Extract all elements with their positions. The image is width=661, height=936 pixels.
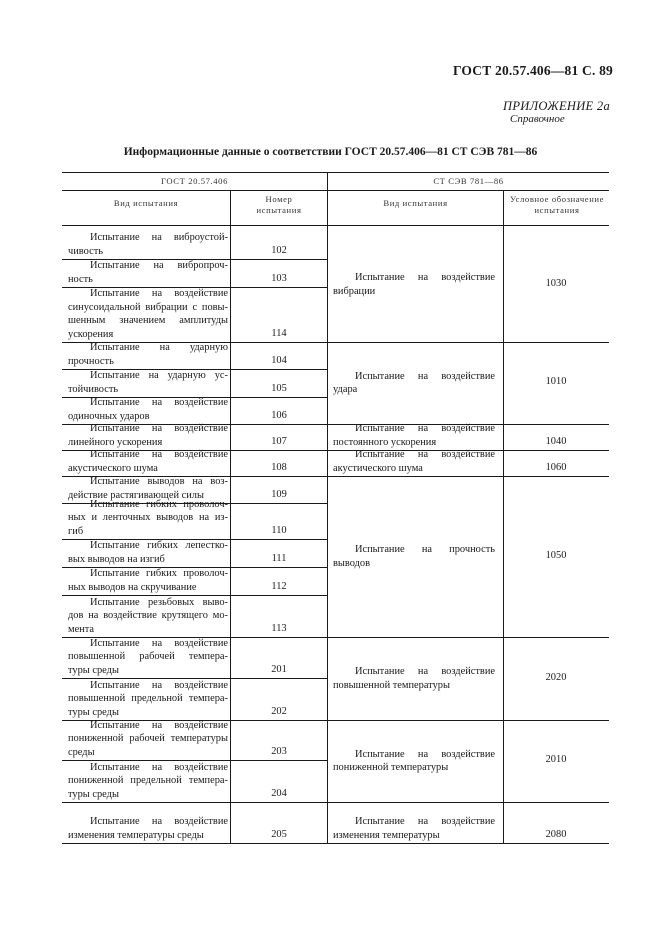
group-rule	[327, 637, 609, 638]
gost-test-line: Испытание на воздействие	[90, 288, 228, 299]
column-header-test-number: Номер испытания	[256, 194, 302, 215]
sev-test-line: выводов	[333, 557, 371, 569]
gost-test-cell	[68, 498, 228, 539]
gost-test-line: чивость	[68, 245, 103, 257]
gost-test-line: гиб	[68, 525, 84, 537]
table-top-rule	[62, 172, 609, 173]
test-number: 205	[271, 829, 287, 840]
sev-test-line: удара	[333, 384, 358, 395]
test-number: 105	[271, 383, 287, 394]
group-rule	[327, 342, 609, 343]
column-rule-2	[327, 172, 328, 844]
sev-test-cell	[333, 422, 495, 449]
sev-test-line: Испытание на воздействие	[355, 748, 495, 760]
gost-test-line: дов на воздействие крутящего мо-	[68, 610, 228, 621]
gost-test-cell	[68, 369, 228, 396]
test-number: 102	[271, 245, 287, 256]
gost-test-line: Испытание на воздействие	[90, 449, 228, 460]
gost-test-line: Испытание на виброустой-	[90, 232, 228, 243]
gost-test-line: Испытание выводов на воз-	[90, 476, 228, 487]
sev-code: 1060	[545, 462, 567, 473]
sev-test-line: Испытание на воздействие	[355, 370, 495, 382]
test-number: 204	[271, 788, 287, 799]
gost-test-cell	[68, 719, 228, 760]
gost-test-line: туры среды	[68, 664, 119, 676]
appendix-type: Справочное	[510, 113, 565, 125]
gost-test-cell	[68, 448, 228, 475]
column-header-test-type: Вид испытания	[113, 198, 179, 208]
gost-test-cell	[68, 679, 228, 720]
sev-code: 1050	[545, 549, 567, 561]
sev-test-line: Испытание на воздействие	[355, 666, 495, 677]
gost-test-line: Испытание на воздействие	[90, 761, 228, 773]
gost-test-line: синусоидальной вибрации с повы-	[68, 301, 228, 313]
gost-test-line: ность	[68, 273, 93, 285]
row-rule	[62, 802, 327, 803]
test-number: 103	[271, 273, 287, 284]
gost-test-line: прочность	[68, 355, 114, 367]
gost-test-line: изменения температуры среды	[68, 829, 204, 841]
gost-test-cell	[68, 259, 228, 286]
column-rule-1	[230, 190, 231, 844]
gost-test-cell	[68, 761, 228, 802]
gost-test-line: ных выводов на скручивание	[68, 581, 197, 593]
gost-test-cell	[68, 231, 228, 258]
gost-test-line: Испытание на воздействие	[90, 719, 228, 731]
page-reference: ГОСТ 20.57.406—81 С. 89	[452, 63, 613, 78]
gost-test-line: повышенной рабочей темпера-	[68, 651, 228, 662]
test-number: 113	[271, 623, 287, 634]
sev-test-line: изменения температуры	[333, 829, 440, 841]
sev-test-line: Испытание на прочность	[355, 544, 495, 555]
gost-test-line: пониженной рабочей температуры	[68, 733, 228, 744]
header-split-rule	[62, 190, 609, 191]
gost-test-line: Испытание на воздействие	[90, 397, 228, 408]
gost-test-cell	[68, 567, 228, 594]
gost-test-line: Испытание на ударную ус-	[90, 370, 228, 381]
gost-test-line: пониженной предельной темпера-	[68, 775, 228, 786]
group-header-sev: СТ СЭВ 781—86	[433, 176, 504, 186]
gost-test-cell	[68, 341, 228, 368]
gost-test-cell	[68, 287, 228, 341]
sev-test-line: Испытание на воздействие	[355, 272, 495, 283]
gost-test-line: повышенной предельной темпера-	[68, 693, 228, 704]
test-number: 107	[271, 436, 287, 447]
test-number: 104	[271, 355, 287, 366]
sev-code: 2010	[545, 754, 567, 765]
gost-test-cell	[68, 637, 228, 678]
gost-test-cell	[68, 596, 228, 637]
test-number: 203	[271, 746, 287, 757]
sev-test-line: акустического шума	[333, 462, 423, 474]
sev-test-line: постоянного ускорения	[333, 436, 437, 448]
gost-test-line: вых выводов на изгиб	[68, 553, 165, 565]
sev-test-cell	[333, 748, 495, 775]
gost-test-line: среды	[68, 746, 95, 758]
sev-test-cell	[333, 543, 495, 570]
gost-test-line: Испытание на воздействие	[90, 423, 228, 434]
gost-test-line: Испытание на воздействие	[90, 816, 228, 827]
group-rule	[327, 802, 609, 803]
sev-code: 2080	[545, 829, 567, 840]
sev-test-line: вибрации	[333, 285, 376, 297]
test-number: 109	[271, 489, 287, 500]
gost-test-line: Испытание на ударную	[90, 342, 228, 353]
gost-test-line: тойчивость	[68, 383, 119, 395]
gost-test-line: Испытание на воздействие	[90, 637, 228, 649]
sev-code: 1010	[545, 376, 567, 387]
gost-test-line: Испытание гибких лепестко-	[90, 540, 228, 551]
sev-test-line: пониженной температуры	[333, 762, 449, 773]
gost-test-line: туры среды	[68, 706, 119, 718]
gost-test-line: ускорения	[68, 328, 114, 340]
sev-test-cell	[333, 815, 495, 842]
gost-test-line: ных и ленточных выводов на из-	[68, 512, 228, 523]
gost-test-cell	[68, 396, 228, 423]
test-number: 114	[271, 328, 287, 339]
group-header-gost: ГОСТ 20.57.406	[161, 176, 228, 186]
gost-test-line: линейного ускорения	[68, 436, 163, 448]
sev-test-cell	[333, 370, 495, 397]
sev-test-line: Испытание на воздействие	[355, 449, 495, 460]
correspondence-table	[62, 172, 609, 844]
gost-test-line: Испытание гибких проволоч-	[90, 498, 228, 510]
gost-test-line: акустического шума	[68, 462, 158, 474]
test-number: 112	[271, 581, 287, 592]
test-number: 202	[271, 706, 287, 717]
gost-test-line: шенным значением амплитуды	[68, 315, 228, 326]
test-number: 108	[271, 462, 287, 473]
gost-test-line: туры среды	[68, 788, 119, 800]
column-header-sev-test-type: Вид испытания	[383, 198, 448, 208]
gost-test-line: Испытание гибких проволоч-	[90, 568, 228, 579]
gost-test-cell	[68, 539, 228, 566]
gost-test-line: одиночных ударов	[68, 410, 150, 422]
column-header-sev-code: Условное обозначение испытания	[509, 194, 605, 215]
test-number: 201	[271, 664, 287, 675]
sev-test-line: Испытание на воздействие	[355, 816, 495, 827]
gost-test-line: Испытание на вибропроч-	[90, 260, 228, 271]
sev-code: 2020	[545, 671, 567, 683]
gost-test-cell	[68, 422, 228, 449]
header-bottom-rule	[62, 225, 609, 226]
gost-test-line: Испытание резьбовых выво-	[90, 596, 228, 608]
sev-test-cell	[333, 271, 495, 298]
test-number: 111	[271, 553, 287, 564]
sev-code: 1040	[545, 436, 567, 447]
table-bottom-rule	[62, 843, 609, 844]
appendix-label: ПРИЛОЖЕНИЕ 2а	[503, 99, 611, 113]
sev-test-line: Испытание на воздействие	[355, 423, 495, 434]
gost-test-line: Испытание на воздействие	[90, 679, 228, 691]
test-number: 106	[271, 410, 287, 421]
group-rule	[327, 476, 609, 477]
sev-test-line: повышенной температуры	[333, 679, 450, 691]
sev-test-cell	[333, 665, 495, 692]
sev-code: 1030	[545, 277, 567, 289]
gost-test-cell	[68, 815, 228, 842]
test-number: 110	[271, 525, 287, 536]
gost-test-line: действие растягивающей силы	[68, 489, 204, 501]
sev-test-cell	[333, 448, 495, 475]
gost-test-line: мента	[68, 623, 95, 635]
page-title: Информационные данные о соответствии ГОСТ 20.57.406—81 СТ СЭВ 781—86	[123, 146, 538, 158]
group-rule	[327, 720, 609, 721]
column-rule-3	[503, 190, 504, 844]
